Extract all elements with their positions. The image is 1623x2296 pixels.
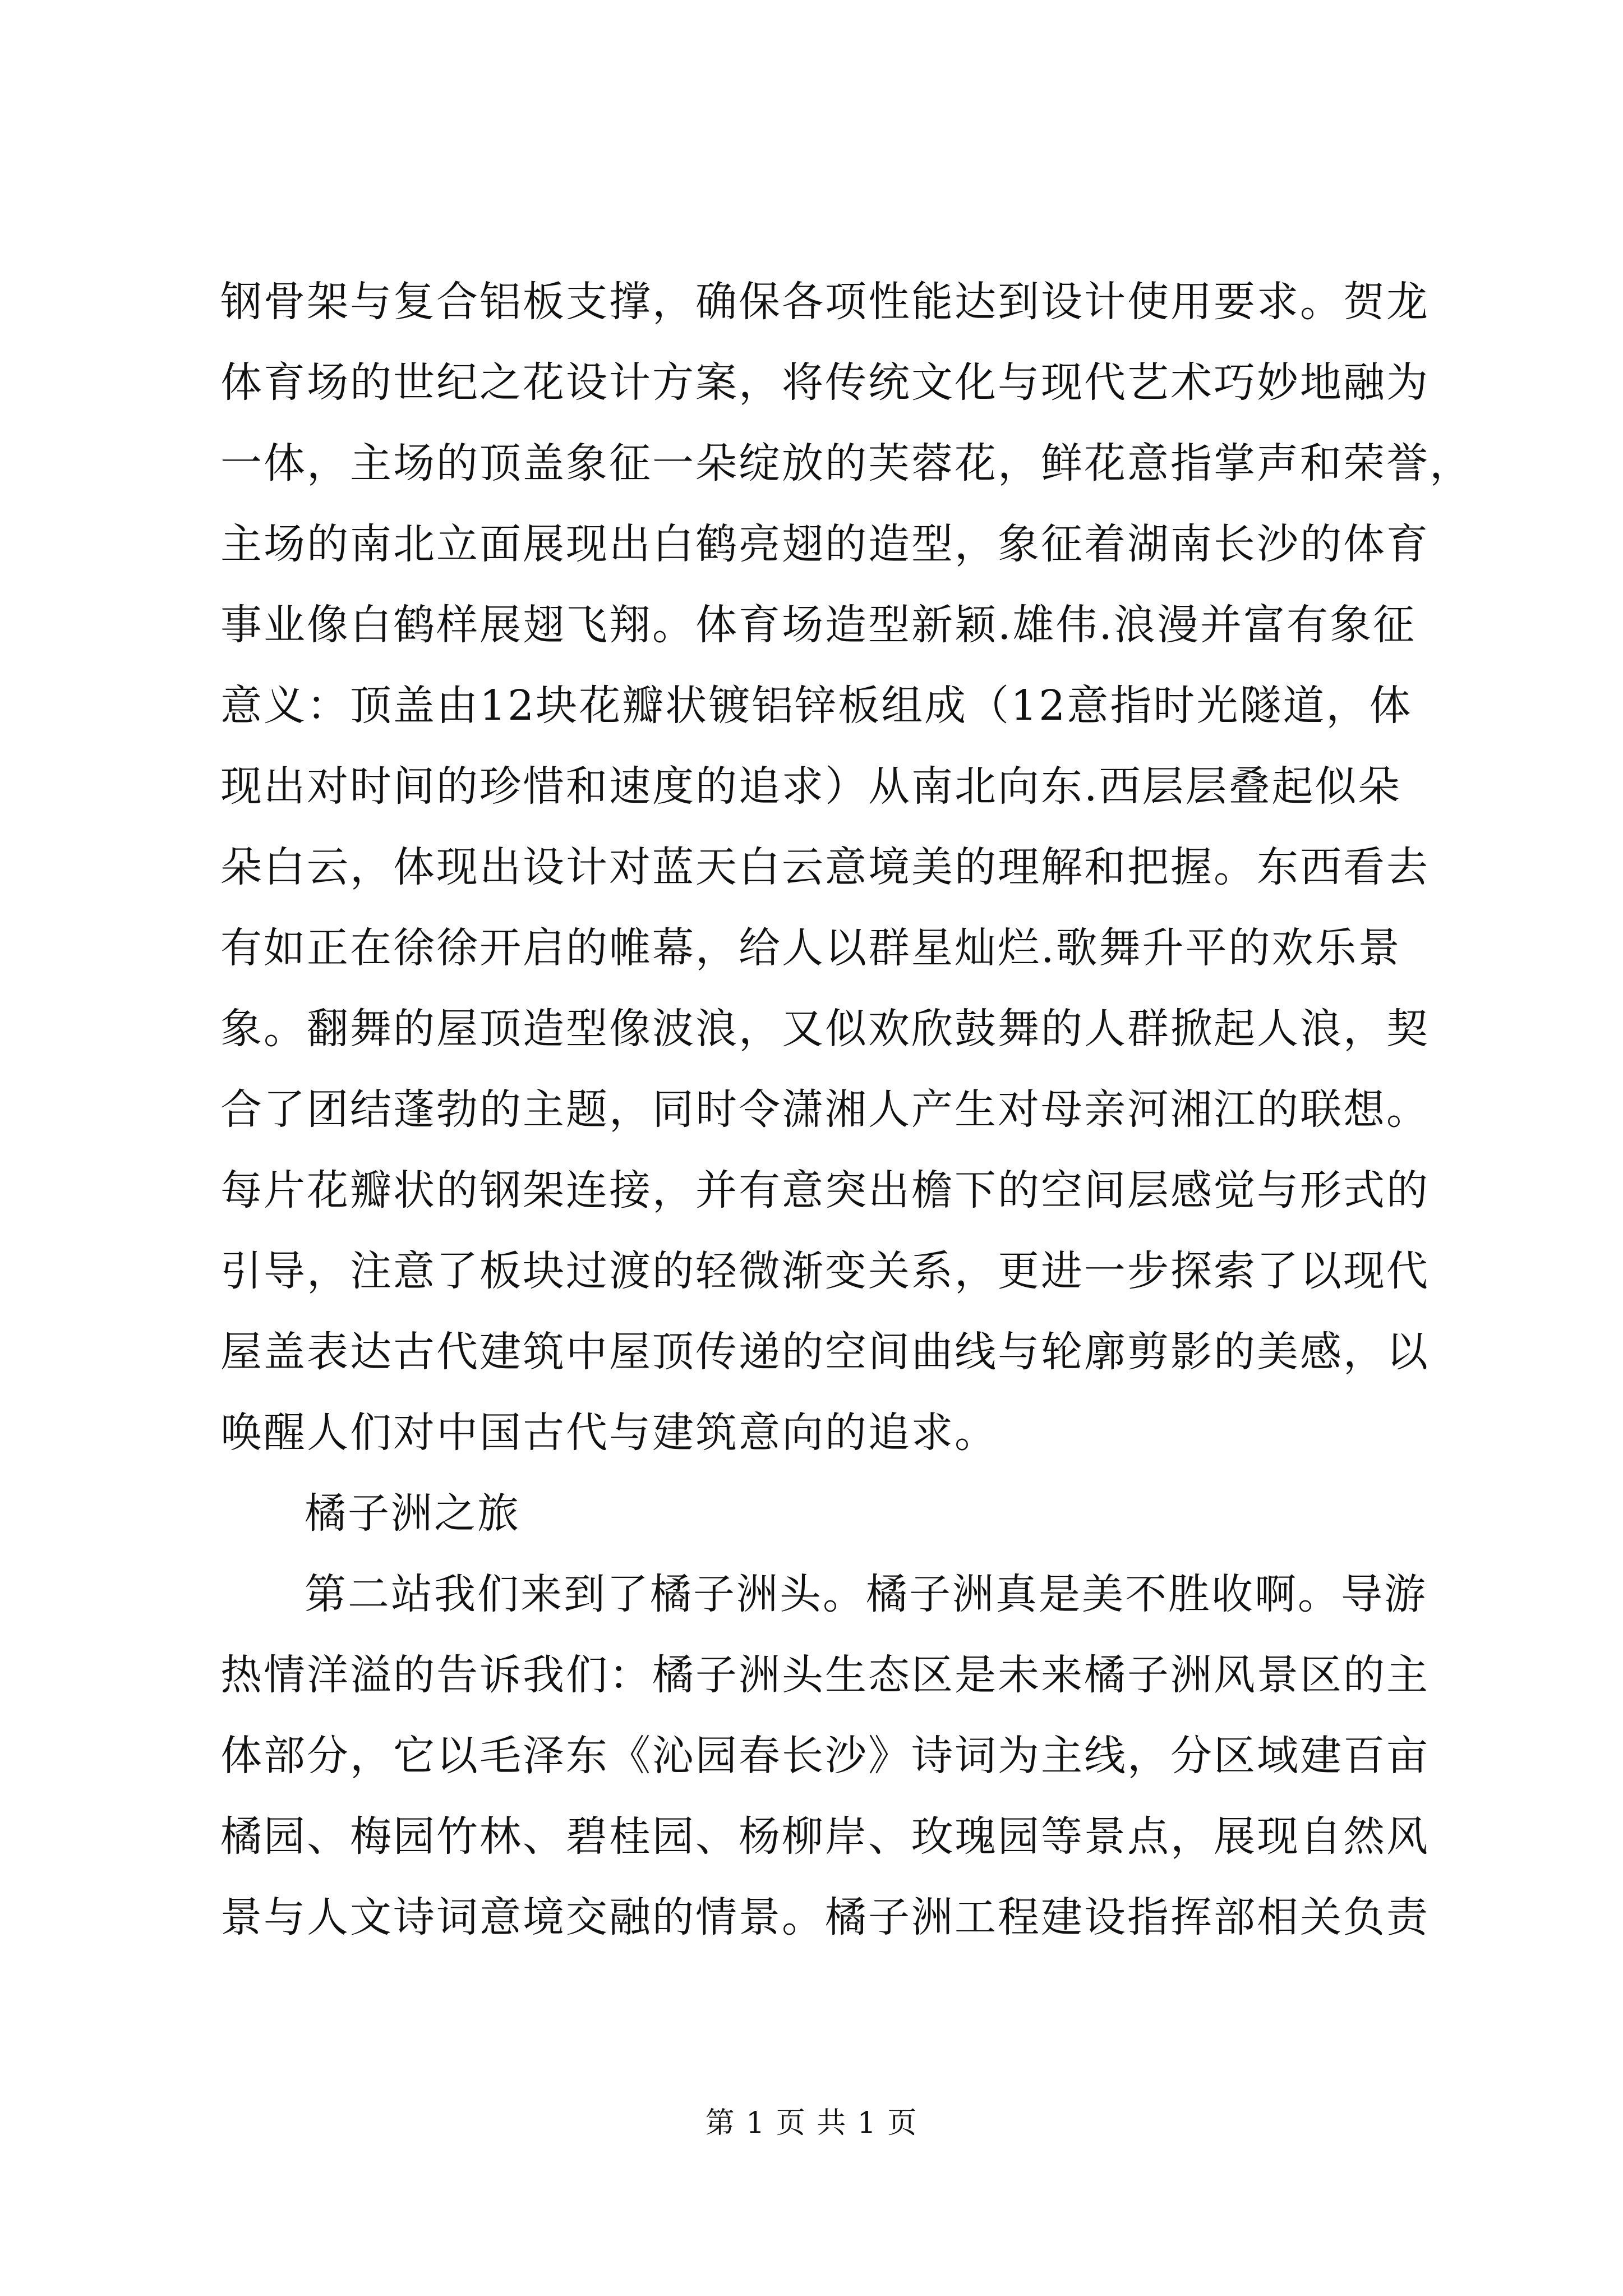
paragraph-line: 屋盖表达古代建筑中屋顶传递的空间曲线与轮廓剪影的美感，以: [220, 1328, 1430, 1376]
page-number-footer: 第 1 页 共 1 页: [705, 2106, 918, 2140]
paragraph-line: 合了团结蓬勃的主题，同时令潇湘人产生对母亲河湘江的联想。: [220, 1085, 1430, 1134]
paragraph-line: 唤醒人们对中国古代与建筑意向的追求。: [220, 1409, 998, 1457]
paragraph-line: 象。翻舞的屋顶造型像波浪，又似欢欣鼓舞的人群掀起人浪，契: [220, 1005, 1430, 1053]
paragraph-line: 钢骨架与复合铝板支撑，确保各项性能达到设计使用要求。贺龙: [220, 278, 1430, 326]
paragraph-line: 事业像白鹤样展翅飞翔。体育场造型新颖.雄伟.浪漫并富有象征: [220, 601, 1417, 649]
paragraph-line: 现出对时间的珍惜和速度的追求）从南北向东.西层层叠起似朵: [220, 762, 1401, 811]
paragraph-line: 有如正在徐徐开启的帷幕，给人以群星灿烂.歌舞升平的欢乐景: [220, 924, 1401, 972]
paragraph-line: 每片花瓣状的钢架连接，并有意突出檐下的空间层感觉与形式的: [220, 1166, 1430, 1214]
section-heading: 橘子洲之旅: [305, 1489, 520, 1538]
paragraph-line: 橘园、梅园竹林、碧桂园、杨柳岸、玫瑰园等景点，展现自然风: [220, 1812, 1430, 1861]
paragraph-line: 体部分，它以毛泽东《沁园春长沙》诗词为主线，分区域建百亩: [220, 1732, 1430, 1780]
paragraph-line: 第二站我们来到了橘子洲头。橘子洲真是美不胜收啊。导游: [305, 1570, 1427, 1618]
paragraph-line: 热情洋溢的告诉我们：橘子洲头生态区是未来橘子洲风景区的主: [220, 1651, 1430, 1699]
paragraph-line: 意义：顶盖由12块花瓣状镀铝锌板组成（12意指时光隧道，体: [220, 682, 1413, 730]
paragraph-line: 体育场的世纪之花设计方案，将传统文化与现代艺术巧妙地融为: [220, 358, 1430, 407]
paragraph-line: 引导，注意了板块过渡的轻微渐变关系，更进一步探索了以现代: [220, 1247, 1430, 1295]
paragraph-line: 景与人文诗词意境交融的情景。橘子洲工程建设指挥部相关负责: [220, 1893, 1430, 1941]
paragraph-line: 一体，主场的顶盖象征一朵绽放的芙蓉花，鲜花意指掌声和荣誉，: [220, 439, 1473, 487]
paragraph-line: 朵白云，体现出设计对蓝天白云意境美的理解和把握。东西看去: [220, 843, 1430, 891]
document-body: [220, 261, 1473, 1958]
paragraph-line: 主场的南北立面展现出白鹤亮翅的造型，象征着湖南长沙的体育: [220, 520, 1430, 568]
